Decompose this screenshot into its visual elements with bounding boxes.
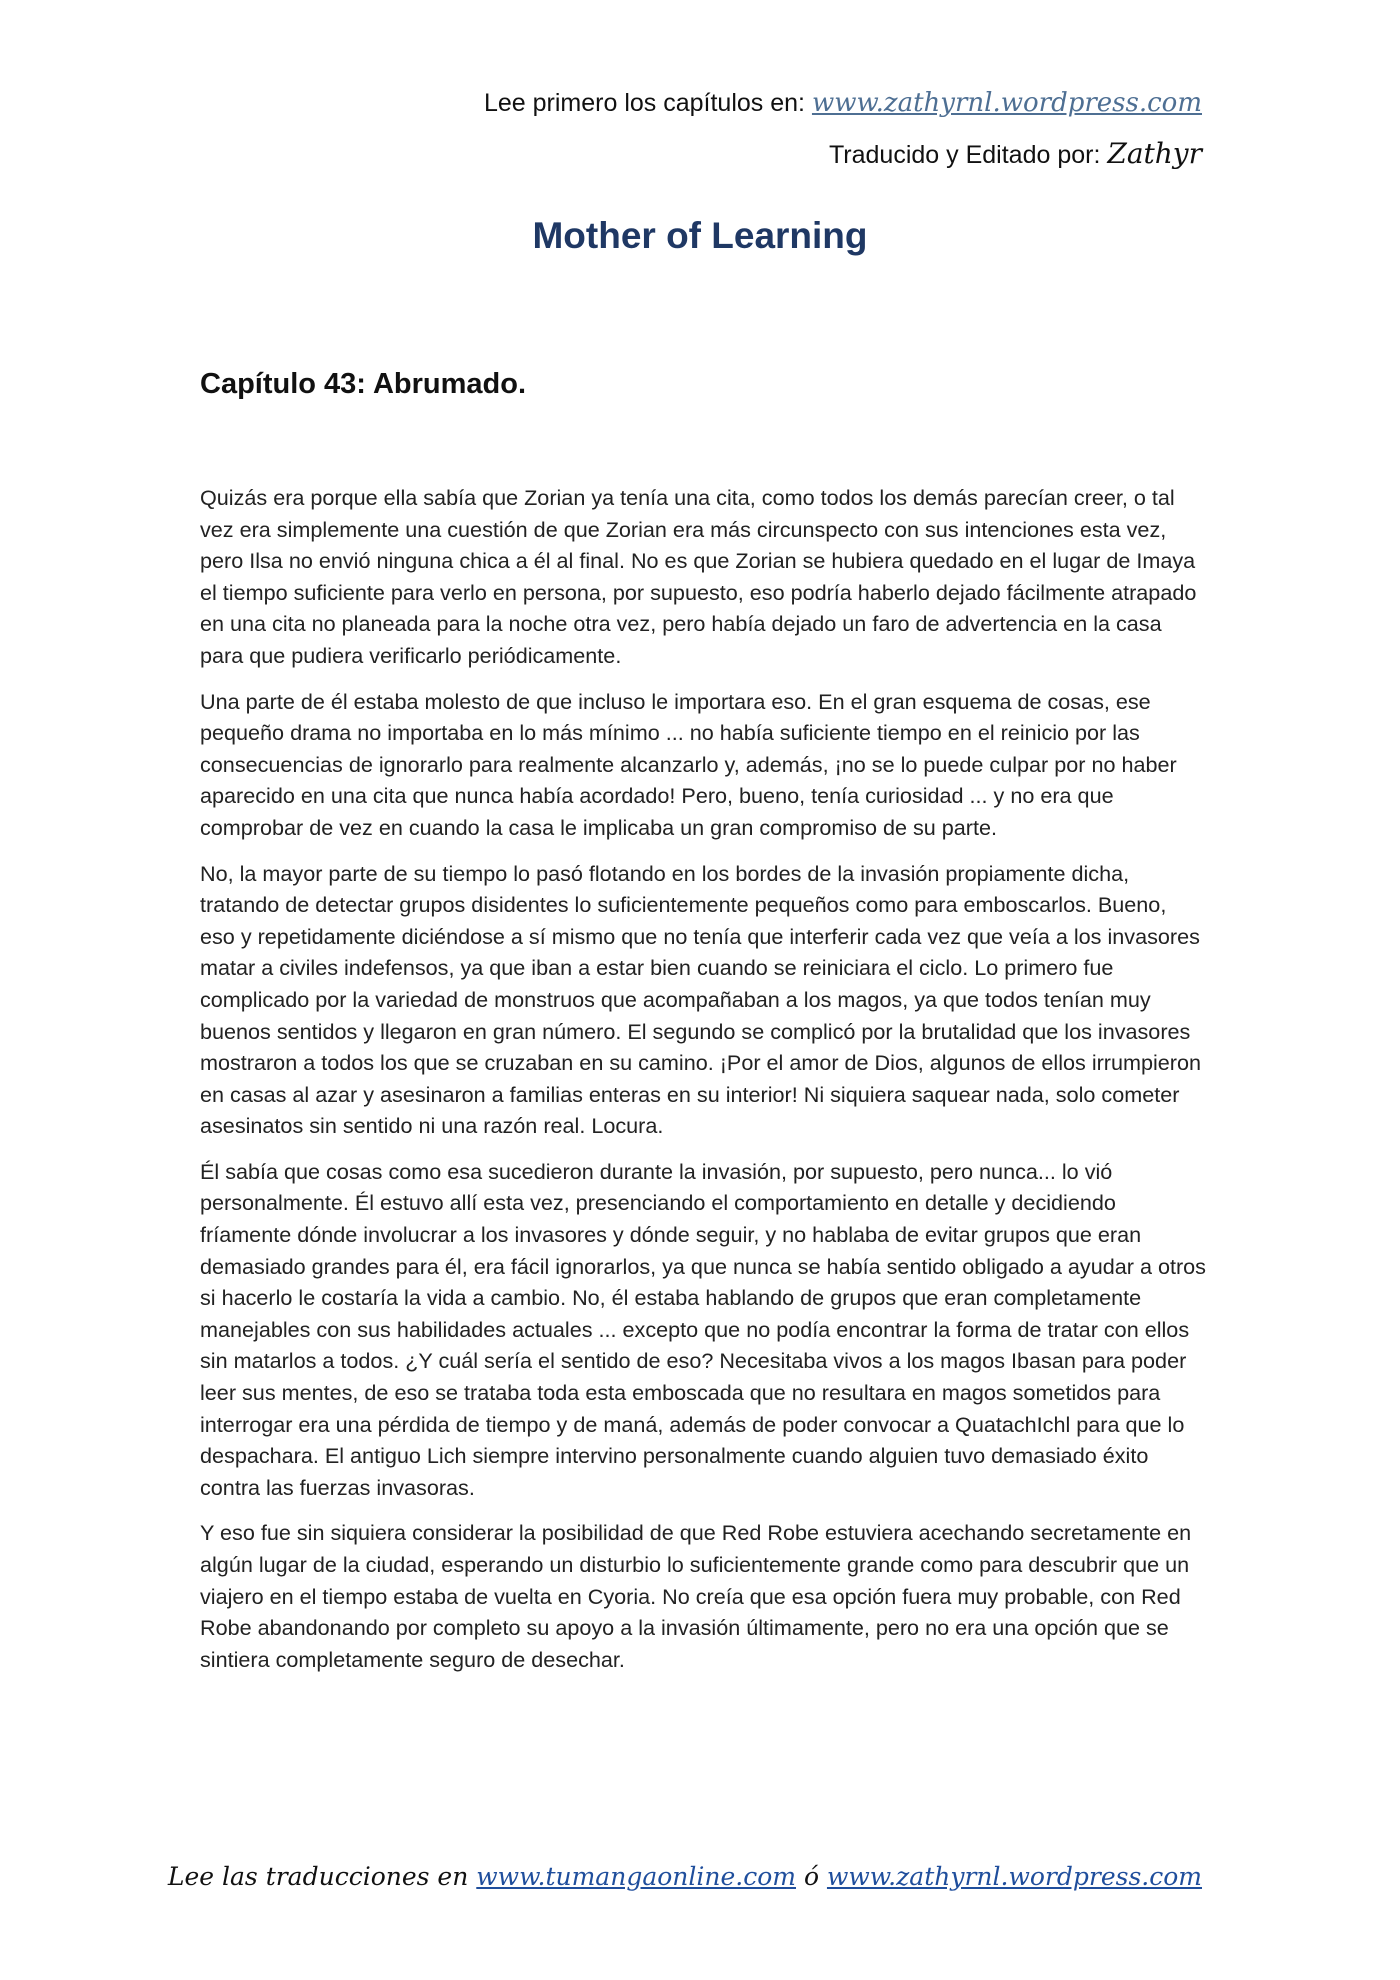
footer bbox=[168, 1862, 1202, 1891]
paragraph-3: No, la mayor parte de su tiempo lo pasó flotando en los bordes de la invasión propiamente dicha, tratando de detectar grupos disidentes lo suficientemente pequeños como para emboscarlos. Bueno, eso y repetidamente diciéndose a sí mismo que no tenía que interferir cada vez que veía a los invasores matar a civiles indefensos, ya que iban a estar bien cuando se reiniciara el ciclo. Lo primero fue complicado por la variedad de monstruos que acompañaban a los magos, ya que todos tenían muy buenos sentidos y llegaron en gran número. El segundo se complicó por la brutalidad que los invasores mostraron a todos los que se cruzaban en su camino. ¡Por el amor de Dios, algunos de ellos irrumpieron en casas al azar y asesinaron a familias enteras en su interior! Ni siquiera saquear nada, solo cometer asesinatos sin sentido ni una razón real. Locura. bbox=[200, 860, 1202, 1139]
footer-tumangaonline-link[interactable]: www.tumangaonline.com bbox=[476, 1862, 796, 1891]
read-first-label: Lee primero los capítulos en: bbox=[483, 89, 805, 117]
chapter-body bbox=[200, 482, 1206, 1689]
header-read-first bbox=[484, 88, 1202, 118]
paragraph-2: Una parte de él estaba molesto de que incluso le importara eso. En el gran esquema de cosas, ese pequeño drama no importaba en lo más mínimo ... no había suficiente tiempo en el reinicio por las consecuencias de ignorarlo para realmente alcanzarlo y, además, ¡no se lo puede culpar por no haber aparecido en una cita que nunca había acordado! Pero, bueno, tenía curiosidad ... y no era que comprobar de vez en cuando la casa le implicaba un gran compromiso de su parte. bbox=[200, 688, 1177, 840]
book-title: Mother of Learning bbox=[532, 215, 868, 256]
footer-separator: ó bbox=[803, 1862, 819, 1891]
translated-by-label: Traducido y Editado por: bbox=[828, 141, 1101, 169]
header-wordpress-link[interactable]: www.zathyrnl.wordpress.com bbox=[811, 88, 1202, 118]
paragraph-4: Él sabía que cosas como esa sucedieron durante la invasión, por supuesto, pero nunca... lo vió personalmente. Él estuvo allí esta vez, presenciando el comportamiento en detalle y decidiendo fríamente dónde involucrar a los invasores y dónde seguir, y no hablaba de evitar grupos que eran demasiado grandes para él, era fácil ignorarlos, ya que nunca se había sentido obligado a ayudar a otros si hacerlo le costaría la vida a cambio. No, él estaba hablando de grupos que eran completamente manejables con sus habilidades actuales ... excepto que no podía encontrar la forma de tratar con ellos sin matarlos a todos. ¿Y cuál sería el sentido de eso? Necesitaba vivos a los magos Ibasan para poder leer sus mentes, de eso se trataba toda esta emboscada que no resultara en magos sometidos para interrogar era una pérdida de tiempo y de maná, además de poder convocar a QuatachIchl para que lo despachara. El antiguo Lich siempre intervino personalmente cuando alguien tuvo demasiado éxito contra las fuerzas invasoras. bbox=[200, 1158, 1206, 1500]
paragraph-1: Quizás era porque ella sabía que Zorian ya tenía una cita, como todos los demás parecían creer, o tal vez era simplemente una cuestión de que Zorian era más circunspecto con sus intenciones esta vez, pero Ilsa no envió ninguna chica a él al final. No es que Zorian se hubiera quedado en el lugar de Imaya el tiempo suficiente para verlo en persona, por supuesto, eso podría haberlo dejado fácilmente atrapado en una cita no planeada para la noche otra vez, pero había dejado un faro de advertencia en la casa para que pudiera verificarlo periódicamente. bbox=[200, 485, 1197, 668]
translator-name: Zathyr bbox=[1107, 137, 1202, 170]
paragraph-5: Y eso fue sin siquiera considerar la posibilidad de que Red Robe estuviera acechando secretamente en algún lugar de la ciudad, esperando un disturbio lo suficientemente grande como para descubrir que un viajero en el tiempo estaba de vuelta en Cyoria. No creía que esa opción fuera muy probable, con Red Robe abandonando por completo su apoyo a la invasión últimamente, pero no era una opción que se sintiera completamente seguro de desechar. bbox=[200, 1520, 1192, 1672]
footer-wordpress-link[interactable]: www.zathyrnl.wordpress.com bbox=[826, 1862, 1202, 1891]
chapter-title: Capítulo 43: Abrumado. bbox=[200, 368, 526, 400]
footer-label: Lee las traducciones en bbox=[167, 1862, 469, 1891]
header-translated-by bbox=[829, 137, 1202, 170]
